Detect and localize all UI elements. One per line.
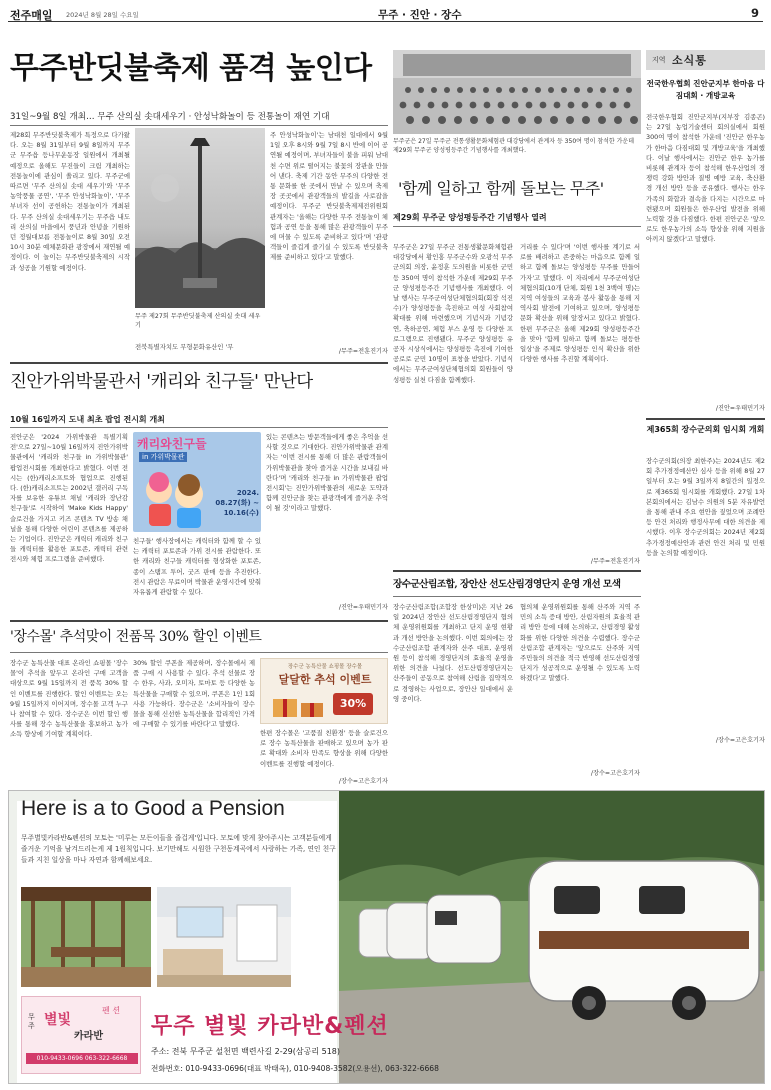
sidebar-body-1: 전국한우협회 진안군지부(지부장 김종곤)는 27일 농업기술센터 회의실에서 회원 300여 명이 참석한 가운데 '진안군 한우농가 한마음 다짐대회 및 개방교육'을 개최했다. 이날 행사에서는 진안군 한우 농가를 비롯해 관계자 등이 참석해 한우산업의 경쟁력 강화 방안과 질병 예방 교육, 축산환경 개선 방안 등을 공유했다. 행사는 한우가족의 화합과 결속을 다지는 시간으로 마련됐으며 회원들은 한우산업 발전을 위해 노력할 것을 다짐했다. 한편 진안군은 '앞으로도 한우농가의 소득 향상을 위해 지원을 아끼지 않겠다'고 말했다.	[646, 113, 765, 244]
ad-description: 무주별빛카라반&펜션의 모토는 '미루는 모든이들을 즐겁게'입니다. 모토에 맞게 찾아주시는 고객분들에게 즐거운 기억을 남겨드리는게 제 1원칙입니다. 보기만해도 시원한 구천동계곡에서 사랑하는 가족, 연인 친구들과 지친 일상을 마나 자연과 함께해보세요.	[21, 834, 336, 864]
article3-col1: 진안군은 '2024 가위박물관 특별기획전'으로 27일~10월 16일까지 진안가위박물관에서 '캐리와 친구들 in 가위박물관' 팝업전시회를 개최한다고 밝혔다. 이번 전시는 (한)캐리소프트와 협업으로 진행된다. (한)캐리소프트는 2002년 갤러리 구독자를 보유한 유튜브 채널 '캐리와 장난감 친구들'로 시작하여 'Make Kids Happy' 슬로건을 가지고 키즈 콘텐츠 TV 방송 채널을 통해 다양한 어린이 콘텐츠를 제공하는 기업이다. 진안군은 캐릭터 캐리와 친구들 캐릭터를 활용한 포토존, 캐릭터 관련 전시와 체험 프로그램을 준비했다.	[10, 433, 128, 564]
article4-byline: /장수=고은호기자	[338, 778, 388, 785]
divider	[646, 418, 765, 420]
poster-title: 캐리와친구들	[137, 437, 207, 451]
article4-col2: 30% 할인 쿠폰을 제공하며, 장수몰에서 제품 구매 시 사용할 수 있다. 추석 선물로 장수 한우, 사과, 오미자, 토마토 등 다양한 농특산물을 구매할 수 있으며, 쿠폰은 1인 1회 사용 가능하다. 장수군은 '소비자들이 장수몰을 통해 신선한 농특산물을 합리적인 가격에 구매할 수 있기를 바란다'고 말했다.	[133, 659, 255, 729]
article3-col3: 있는 콘텐츠는 방문객들에게 좋은 추억을 선사할 것으로 기대한다. 진안가위박물관 관계자는 '이번 전시를 통해 더 많은 관람객들이 가위박물관을 찾아 즐거운 시간을 보내길 바란다'며 '캐리와 친구들 in 가위박물관 팝업 전시회'는 진안가위박물관의 새로운 도약과 함께 진안군을 찾는 관광객에게 즐거운 추억이 될 것'이라고 말했다.	[266, 433, 388, 513]
pension-advertisement	[8, 790, 765, 1084]
divider	[393, 570, 641, 572]
article1-headline: 무주반딧불축제 품격 높인다	[10, 51, 372, 86]
caravan-photo	[339, 791, 765, 1084]
page-number: 9	[750, 6, 759, 20]
article2-byline: /무주=전훈진기자	[590, 558, 640, 565]
article2-col1: 무주군은 27일 무주군 전통생활문화체험관 대강당에서 황인홍 무주군수와 오광석 무주군의회 의장, 윤정훈 도의원을 비롯한 군민 등 350여 명이 참석한 가운데 제29회 무주군 양성평등주간 기념행사를 개최했다. 이날 행사는 무주군여성단체협의회(회장 석진수)가 양성평등을 촉진하고 여성 사회참여 확대를 위해 마련했으며 기념식과 기념강연, 축하공연, 체험 부스 운영 등 다양한 프로그램으로 진행됐다. 무주군 양성평등 유공자 시상식에서는 양성평등 촉진에 기여한 공로로 군민 10명이 표창을 받았다. 기념식에서는 무주군여성단체협의회 회원들이 양성평등 실천 다짐을 함께했다.	[393, 243, 513, 384]
article5-headline: 장수군산림조합, 장안산 선도산림경영단지 운영 개선 모색	[393, 579, 621, 590]
sign-text-1: 무주	[28, 1013, 35, 1030]
article1-subhead: 31일~9월 8일 개최… 무주 산의실 솟대세우기 · 안성낙화놀이 등 전통놀이 재연 기대	[10, 112, 330, 122]
sign-text-4: 펜 션	[102, 1006, 120, 1015]
article2-col2: 거리를 수 있다'며 '이번 행사를 계기로 서로를 배려하고 존중하는 마음으로 함께 일하고 함께 돌보는 양성평등 무주를 만들어가자'고 말했다. 이 자리에서 무주군여성단체협의회(10개 단체, 회원 1천 3백여 명)는 지역 여성들의 교육과 봉사 활동을 통해 지역사회 발전에 기여하고 있으며, 양성평등 문화 확산을 위해 앞장서고 있다고 밝혔다. 한편 무주군은 올해 제29회 양성평등주간을 맞아 '함께 일하고 함께 돌보는 평등한 일상'을 주제로 양성평등 인식 확산을 위한 다양한 행사를 추진할 계획이다.	[520, 243, 640, 364]
article1-photo	[135, 128, 265, 308]
article3-poster	[133, 432, 261, 532]
sign-phone: 010-9433-0696 063-322-6668	[26, 1053, 138, 1064]
pension-address: 주소: 전북 무주군 설천면 백련사길 2-29(삼공리 518)	[151, 1047, 340, 1056]
poster-subtitle: in 가위박물관	[139, 452, 187, 462]
sidebar-header	[646, 50, 765, 70]
article5-byline: /장수=고은호기자	[590, 770, 640, 777]
banner-title: 달달한 추석 이벤트	[278, 673, 372, 686]
pergola-photo	[21, 887, 151, 987]
sign-text-2: 별빛	[44, 1012, 72, 1028]
divider	[10, 125, 388, 126]
sidebar-byline-1: /진안=우태민기자	[715, 405, 765, 412]
interior-photo	[157, 887, 291, 987]
gift-box-icon	[271, 691, 327, 719]
discount-badge: 30%	[333, 693, 373, 715]
article2-photo-caption: 무주군은 27일 무주군 전통생활문화체험관 대강당에서 관계자 등 350여 명이 참석한 가운데 제29회 무주군 양성평등주간 기념행사를 개최했다.	[393, 138, 635, 154]
sidebar-body-2: 장수군의회(의장 최한주)는 2024년도 제2회 추가경정예산안 심사 등을 위해 8월 27일부터 오는 9월 3일까지 8일간의 일정으로 제365회 임시회를 개회했다. 27일 1차 본회의에서는 김남수 의원의 5분 자유발언을 통해 관내 주요 현안을 짚었으며 조례안 등 안건 처리와 행정사무에 대한 의견을 제시했다. 이후 장수군의회는 2024년 제2회 추가경정예산안과 관련 안건 처리 및 민원 등을 논의할 예정이다.	[646, 457, 765, 557]
newspaper-logo: 전주매일	[10, 9, 53, 22]
article1-col3: 주 안성낙화놀이'는 남대천 일대에서 9월 1일 오후 8시와 9월 7일 8시 반에 이어 공연될 예정이며, 부녀자들이 불을 피워 남대천 수면 위로 떨어지는 불꽃의 장관을 만들어 낸다. 축제 기간 동안 무주의 다양한 전통 문화를 한 곳에서 만날 수 있으며 축제장 곳곳에서 관광객들의 발길을 사로잡을 예정이다. 무주군 반딧불축제제전위원회 관계자는 '올해는 다양한 무주 전통놀이 체험과 공연 등을 통해 많은 관광객들이 무주에 머물 수 있도록 준비하고 있다'며 '관광객들이 즐겁게 즐기실 수 있도록 반딧불축제를 준비하고 있다'고 말했다.	[270, 131, 388, 262]
divider	[10, 362, 388, 364]
banner-top-text: 장수군 농특산물 쇼핑몰 장수몰	[287, 664, 363, 670]
article3-subhead: 10월 16일까지 도내 최초 팝업 전시회 개최	[10, 415, 165, 424]
article4-banner	[260, 658, 388, 724]
sidebar-byline-2: /장수=고은호기자	[715, 737, 765, 744]
pension-signboard	[21, 996, 141, 1074]
article1-photo-caption: 무주 제27회 무주반딧불축제 산의실 솟대 세우기	[135, 313, 261, 329]
article2-headline: '함께 일하고 함께 돌보는 무주'	[398, 179, 604, 198]
article2-subhead: 제29회 무주군 양성평등주간 기념행사 열려	[393, 213, 547, 222]
article5-col1: 장수군산림조합(조합장 한상미)은 지난 26일 2024년 장안산 선도산림경영단지 협의체 운영위원회를 개최하고 단지 운영 현황과 개선 방안을 논의했다. 이번 회의에는 장수군산림조합 관계자와 산주 대표, 운영위원 등이 참석해 경영단지의 효율적 운영을 위한 의견을 나눴다. 선도산림경영단지는 산주들이 공동으로 참여해 산림을 집약적으로 경영하는 사업으로, 장안산 일대에서 운영 중이다.	[393, 603, 513, 703]
article1-photo-credit: 전북특별자치도 무형문화유산인 '무	[135, 343, 234, 351]
section-name: 무주 · 진안 · 장수	[378, 9, 462, 21]
ad-title: Here is a to Good a Pension	[21, 797, 285, 820]
divider	[10, 652, 388, 653]
poster-dates: 2024. 08.27(화) ~ 10.16(수)	[215, 489, 259, 517]
masthead	[8, 6, 763, 22]
article2-photo	[393, 50, 641, 134]
article4-col1: 장수군 농특산물 대표 온라인 쇼핑몰 '장수몰'이 추석을 앞두고 온라인 구매 고객을 대상으로 9월 15일까지 전 품목 30% 할인 이벤트를 진행한다. 할인 이벤트는 오는 9월 15일까지 이어지며, 장수몰 고객 누구나 참여할 수 있다. 장수군은 이번 할인 행사를 통해 장수 농특산물을 홍보하고 농가 소득 향상에 기여할 계획이다.	[10, 659, 128, 739]
divider	[393, 226, 641, 227]
divider	[10, 427, 388, 428]
issue-date: 2024년 8월 28일 수요일	[66, 11, 139, 19]
pension-phone: 전화번호: 010-9433-0696(대표 박태옥), 010-9408-3582(오용선), 063-322-6668	[151, 1064, 439, 1073]
sidebar-heading-2: 제365회 장수군의회 임시회 개회	[646, 425, 765, 434]
pension-name: 무주 별빛 카라반&펜션	[151, 1014, 389, 1039]
article4-headline: '장수몰' 추석맞이 전품목 30% 할인 이벤트	[10, 629, 262, 645]
sidebar-label: 지역	[652, 56, 666, 64]
article1-byline: /무주=전훈진기자	[338, 348, 388, 355]
divider	[393, 596, 641, 597]
sign-text-3: 카라반	[74, 1031, 103, 1042]
article3-col2: 친구들' 행사장에서는 캐릭터와 함께 할 수 있는 캐릭터 포토존과 가위 전시를 관람한다. 또한 캐리와 친구들 캐릭터를 형상화한 포토존, 종이 스탬프 투어, 굿즈 판매 등을 추진한다. 전시 관람은 무료이며 박물관 운영시간에 맞춰 자유롭게 관람할 수 있다.	[133, 537, 261, 597]
article3-byline: /진안=우태민기자	[338, 604, 388, 611]
sidebar-title: 소식통	[672, 54, 707, 67]
article1-col1: 제28회 무주반딧불축제가 특정으로 다가왔다. 오는 8월 31일부터 9월 8일까지 무주군 무주읍 등나무운동장 일원에서 개최될 예정으로 올해도 무진들이 크림 개최하는 전통놀이에 관심이 쏠리고 있다. 무주군에 따르면 '무주 산의실 솟대 세우기'와 '무주농악풍물 공연', '무주 안성낙화놀이', '무주 부녀자 선이 공헌하는 전통놀이가 개최된다. 무주 산의실 솟대세우기는 무주읍 내도리 산의실 마을에서 풍년과 안녕을 기원하던 정월대보름 전통놀이로 8월 30일 오전 10시 30분 예체문화관 광장에서 재연될 예정이다. 이 놀이는 무주반딧불축제의 시작과 성공을 기원할 예정이다.	[10, 131, 130, 272]
divider	[10, 620, 388, 622]
totem-pole-photo	[135, 128, 265, 308]
article5-col2: 협의체 운영위원회를 통해 산주와 지역 주민의 소득 증대 방안, 산림자원의 효율적 관리 방안 등에 대해 논의하고, 산림경영 활성화를 위한 다양한 의견을 수렴했다. 장수군산림조합 관계자는 '앞으로도 산주와 지역 주민들의 의견을 적극 반영해 선도산림경영단지가 성공적으로 운영될 수 있도록 노력하겠다'고 말했다.	[520, 603, 640, 683]
sidebar-heading-1: 전국한우협회 진안군지부 한마음 다짐대회 · 개방교육	[646, 79, 765, 100]
group-photo	[393, 50, 641, 134]
article3-headline: 진안가위박물관서 '캐리와 친구들' 만난다	[10, 372, 313, 392]
cartoon-characters-icon	[141, 468, 211, 530]
article4-col3: 한편 장수몰은 '고품질 친환경' 등을 슬로건으로 장수 농특산물을 판매하고 있으며 농가 판로 확대와 소비자 만족도 향상을 위해 다양한 이벤트를 진행할 예정이다.	[260, 729, 388, 768]
